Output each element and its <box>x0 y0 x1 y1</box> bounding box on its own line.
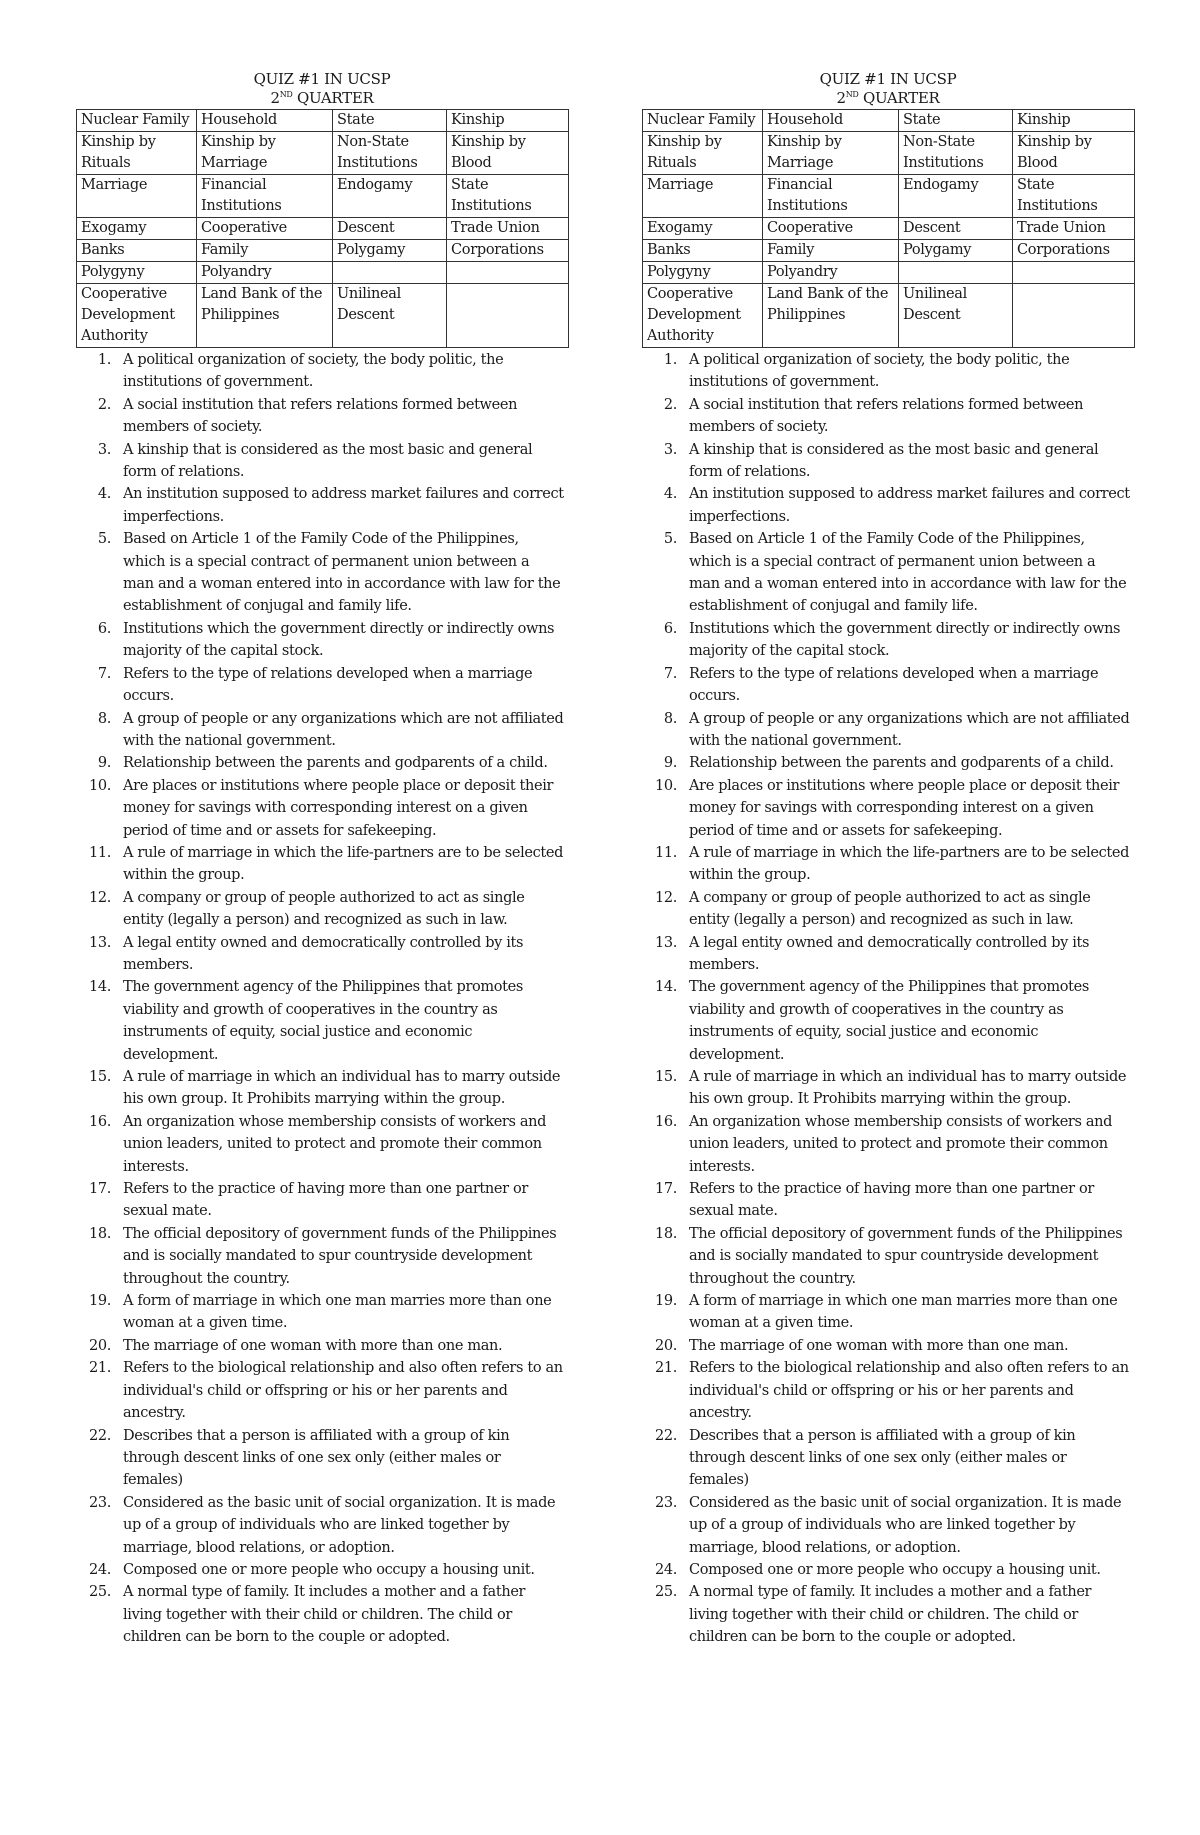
word-bank-term: Endogamy <box>899 175 1013 218</box>
question-text: A group of people or any organizations which are not affiliated with the national government. <box>123 710 564 749</box>
word-bank-term: State <box>899 110 1013 132</box>
word-bank-term: Land Bank of the Philippines <box>197 284 333 348</box>
word-bank-row <box>643 175 1135 218</box>
question-item <box>76 663 568 708</box>
word-bank-term: Marriage <box>643 175 763 218</box>
question-text: Composed one or more people who occupy a housing unit. <box>123 1561 535 1578</box>
question-text: A political organization of society, the body politic, the institutions of government. <box>123 352 504 391</box>
question-item <box>76 1111 568 1178</box>
question-number: 18. <box>88 1225 111 1242</box>
question-item <box>642 528 1134 618</box>
question-number: 16. <box>654 1113 677 1130</box>
question-text: Based on Article 1 of the Family Code of the Philippines, which is a special contract of permanent union between a man and a woman entered into in accordance with law for the establishment of conjugal and family life. <box>123 531 561 615</box>
question-number: 8. <box>97 710 111 727</box>
word-bank-row <box>77 132 569 175</box>
question-text: Relationship between the parents and godparents of a child. <box>689 755 1114 772</box>
question-item <box>642 1559 1134 1581</box>
question-number: 21. <box>88 1360 111 1377</box>
quiz-title <box>76 70 568 108</box>
question-text: A group of people or any organizations which are not affiliated with the national government. <box>689 710 1130 749</box>
question-text: Refers to the biological relationship and also often refers to an individual's child or offspring or his or her parents and ancestry. <box>123 1360 563 1422</box>
question-item <box>642 1223 1134 1290</box>
question-text: The marriage of one woman with more than one man. <box>123 1337 503 1354</box>
question-text: Are places or institutions where people place or deposit their money for savings with corresponding interest on a given period of time and or assets for safekeeping. <box>689 777 1120 839</box>
quiz-copy-left <box>76 70 568 1649</box>
question-number: 18. <box>654 1225 677 1242</box>
word-bank-term: Kinship by Blood <box>1013 132 1135 175</box>
question-item <box>642 663 1134 708</box>
question-text: A rule of marriage in which an individual has to marry outside his own group. It Prohibits marrying within the group. <box>689 1069 1127 1108</box>
question-number: 24. <box>654 1561 677 1578</box>
question-item <box>76 1223 568 1290</box>
question-text: An institution supposed to address market failures and correct imperfections. <box>689 486 1130 525</box>
question-number: 5. <box>97 531 111 548</box>
question-number: 3. <box>663 441 677 458</box>
question-number: 25. <box>88 1584 111 1601</box>
word-bank-row <box>77 240 569 262</box>
question-number: 10. <box>654 777 677 794</box>
question-number: 19. <box>88 1293 111 1310</box>
question-number: 22. <box>654 1427 677 1444</box>
question-item <box>76 708 568 753</box>
question-text: The official depository of government funds of the Philippines and is socially mandated to spur countryside development throughout the country. <box>123 1225 557 1287</box>
word-bank-term: Polyandry <box>197 262 333 284</box>
word-bank-table <box>76 109 569 348</box>
word-bank-term <box>447 262 569 284</box>
question-number: 25. <box>654 1584 677 1601</box>
question-text: A social institution that refers relations formed between members of society. <box>689 396 1084 436</box>
word-bank-term <box>447 284 569 348</box>
word-bank-term: Banks <box>643 240 763 262</box>
question-number: 16. <box>88 1113 111 1130</box>
word-bank-term: Kinship by Marriage <box>197 132 333 175</box>
question-number: 22. <box>88 1427 111 1444</box>
word-bank-term: Polygyny <box>643 262 763 284</box>
question-item <box>76 775 568 842</box>
question-number: 10. <box>88 777 111 794</box>
word-bank-term: Kinship by Rituals <box>77 132 197 175</box>
question-item <box>76 1290 568 1335</box>
question-item <box>76 1335 568 1357</box>
question-item <box>76 483 568 528</box>
question-text: Relationship between the parents and godparents of a child. <box>123 755 548 772</box>
word-bank-term: Exogamy <box>643 218 763 240</box>
question-text: The official depository of government funds of the Philippines and is socially mandated to spur countryside development throughout the country. <box>689 1225 1123 1287</box>
question-text: An organization whose membership consists of workers and union leaders, united to protect and promote their common interests. <box>123 1113 547 1175</box>
question-item <box>642 483 1134 528</box>
word-bank-term: Marriage <box>77 175 197 218</box>
question-number: 17. <box>88 1181 111 1198</box>
question-item <box>76 439 568 484</box>
question-text: Refers to the practice of having more than one partner or sexual mate. <box>689 1181 1094 1220</box>
word-bank-term: Nuclear Family <box>77 110 197 132</box>
word-bank-row <box>77 175 569 218</box>
question-item <box>76 528 568 618</box>
question-number: 2. <box>663 396 677 413</box>
word-bank-term: Nuclear Family <box>643 110 763 132</box>
question-item <box>76 932 568 977</box>
word-bank-term: Cooperative Development Authority <box>643 284 763 348</box>
word-bank-term <box>1013 262 1135 284</box>
quiz-title-line1: QUIZ #1 IN UCSP <box>819 70 957 88</box>
question-text: A company or group of people authorized to act as single entity (legally a person) and recognized as such in law. <box>123 889 525 929</box>
word-bank-term: Unilineal Descent <box>899 284 1013 348</box>
word-bank-term: Financial Institutions <box>197 175 333 218</box>
question-item <box>76 752 568 774</box>
question-number: 14. <box>88 979 111 996</box>
word-bank-term: State Institutions <box>447 175 569 218</box>
question-number: 15. <box>654 1069 677 1085</box>
question-item <box>76 349 568 394</box>
word-bank-term: Polyandry <box>763 262 899 284</box>
question-number: 14. <box>654 979 677 996</box>
word-bank-term <box>1013 284 1135 348</box>
question-item <box>642 394 1134 439</box>
word-bank-term: Cooperative Development Authority <box>77 284 197 348</box>
question-number: 15. <box>88 1069 111 1085</box>
question-text: Refers to the biological relationship and also often refers to an individual's child or offspring or his or her parents and ancestry. <box>689 1360 1129 1422</box>
quiz-title-line1: QUIZ #1 IN UCSP <box>253 70 391 88</box>
word-bank-row <box>643 110 1135 132</box>
word-bank-row <box>77 262 569 284</box>
question-text: A political organization of society, the body politic, the institutions of government. <box>689 352 1070 391</box>
question-list <box>642 349 1134 1649</box>
question-item <box>642 1425 1134 1492</box>
question-number: 12. <box>88 889 111 906</box>
question-number: 6. <box>663 620 677 637</box>
question-text: Describes that a person is affiliated with a group of kin through descent links of one sex only (either males or females) <box>689 1427 1076 1489</box>
question-number: 21. <box>654 1360 677 1377</box>
question-number: 11. <box>654 844 677 861</box>
question-item <box>76 394 568 439</box>
word-bank-term: Non-State Institutions <box>333 132 447 175</box>
question-number: 6. <box>97 620 111 637</box>
question-text: A company or group of people authorized to act as single entity (legally a person) and recognized as such in law. <box>689 889 1091 929</box>
word-bank-term: Financial Institutions <box>763 175 899 218</box>
quarter-number: 2 <box>836 89 846 107</box>
question-number: 12. <box>654 889 677 906</box>
question-text: A normal type of family. It includes a mother and a father living together with their child or children. The child or children can be born to the couple or adopted. <box>123 1584 526 1646</box>
question-number: 23. <box>654 1494 677 1511</box>
quiz-title-line2 <box>76 89 568 108</box>
quiz-title <box>642 70 1134 108</box>
word-bank-term: State <box>333 110 447 132</box>
word-bank-term: Family <box>197 240 333 262</box>
question-item <box>76 1581 568 1648</box>
word-bank-row <box>77 110 569 132</box>
word-bank-term: Household <box>763 110 899 132</box>
question-item <box>76 1066 568 1111</box>
word-bank-row <box>643 218 1135 240</box>
quarter-label: QUARTER <box>858 89 940 107</box>
question-text: A social institution that refers relations formed between members of society. <box>123 396 518 436</box>
word-bank-term: Corporations <box>1013 240 1135 262</box>
word-bank-term: Land Bank of the Philippines <box>763 284 899 348</box>
question-text: A normal type of family. It includes a mother and a father living together with their child or children. The child or children can be born to the couple or adopted. <box>689 1584 1092 1646</box>
word-bank-term: Non-State Institutions <box>899 132 1013 175</box>
question-item <box>642 1290 1134 1335</box>
question-item <box>76 1425 568 1492</box>
word-bank-row <box>77 218 569 240</box>
question-number: 24. <box>88 1561 111 1578</box>
word-bank-term <box>899 262 1013 284</box>
question-item <box>642 842 1134 887</box>
word-bank-table <box>642 109 1135 348</box>
quarter-number: 2 <box>270 89 280 107</box>
question-text: Composed one or more people who occupy a housing unit. <box>689 1561 1101 1578</box>
question-number: 5. <box>663 531 677 548</box>
question-item <box>642 1178 1134 1223</box>
question-number: 4. <box>97 486 111 503</box>
question-text: The government agency of the Philippines that promotes viability and growth of cooperatives in the country as instruments of equity, social justice and economic development. <box>689 979 1089 1063</box>
quarter-suffix: ND <box>279 90 293 99</box>
word-bank-term: Banks <box>77 240 197 262</box>
question-text: Refers to the type of relations developed when a marriage occurs. <box>689 665 1099 705</box>
quiz-title-line2 <box>642 89 1134 108</box>
question-item <box>76 618 568 663</box>
question-text: A rule of marriage in which the life-partners are to be selected within the group. <box>689 844 1130 884</box>
quarter-suffix: ND <box>845 90 859 99</box>
question-number: 17. <box>654 1181 677 1198</box>
word-bank-term: Kinship by Blood <box>447 132 569 175</box>
question-text: Considered as the basic unit of social organization. It is made up of a group of individuals who are linked together by marriage, blood relations, or adoption. <box>689 1494 1122 1556</box>
question-text: Institutions which the government directly or indirectly owns majority of the capital stock. <box>689 620 1121 660</box>
word-bank-term: Exogamy <box>77 218 197 240</box>
word-bank-term: Polygyny <box>77 262 197 284</box>
question-item <box>642 1335 1134 1357</box>
question-item <box>642 1066 1134 1111</box>
question-item <box>642 932 1134 977</box>
word-bank-term: Kinship <box>447 110 569 132</box>
question-number: 4. <box>663 486 677 503</box>
word-bank-term: Corporations <box>447 240 569 262</box>
question-item <box>76 1178 568 1223</box>
question-text: Describes that a person is affiliated with a group of kin through descent links of one sex only (either males or females) <box>123 1427 510 1489</box>
question-item <box>642 887 1134 932</box>
question-item <box>642 349 1134 394</box>
question-item <box>642 775 1134 842</box>
question-number: 23. <box>88 1494 111 1511</box>
question-item <box>642 708 1134 753</box>
question-text: A legal entity owned and democratically controlled by its members. <box>689 934 1090 973</box>
question-text: A legal entity owned and democratically controlled by its members. <box>123 934 524 973</box>
question-number: 9. <box>97 755 111 772</box>
question-number: 9. <box>663 755 677 772</box>
word-bank-term: Endogamy <box>333 175 447 218</box>
question-item <box>642 1111 1134 1178</box>
question-number: 7. <box>97 665 111 682</box>
question-number: 1. <box>97 352 111 368</box>
question-number: 20. <box>88 1337 111 1354</box>
question-item <box>642 1357 1134 1424</box>
question-text: An institution supposed to address market failures and correct imperfections. <box>123 486 564 525</box>
word-bank-term: Unilineal Descent <box>333 284 447 348</box>
word-bank-term: Trade Union <box>1013 218 1135 240</box>
word-bank-term: Family <box>763 240 899 262</box>
question-number: 2. <box>97 396 111 413</box>
question-list <box>76 349 568 1649</box>
question-text: The government agency of the Philippines that promotes viability and growth of cooperatives in the country as instruments of equity, social justice and economic development. <box>123 979 523 1063</box>
word-bank-term: Household <box>197 110 333 132</box>
question-item <box>76 887 568 932</box>
question-text: A rule of marriage in which an individual has to marry outside his own group. It Prohibits marrying within the group. <box>123 1069 561 1108</box>
word-bank-term: Descent <box>333 218 447 240</box>
word-bank-term: Cooperative <box>197 218 333 240</box>
word-bank-term: Kinship by Rituals <box>643 132 763 175</box>
question-text: Refers to the type of relations developed when a marriage occurs. <box>123 665 533 705</box>
question-item <box>642 618 1134 663</box>
question-number: 1. <box>663 352 677 368</box>
question-item <box>642 752 1134 774</box>
word-bank-row <box>643 284 1135 348</box>
word-bank-term: Polygamy <box>333 240 447 262</box>
question-text: Based on Article 1 of the Family Code of the Philippines, which is a special contract of permanent union between a man and a woman entered into in accordance with law for the establishment of conjugal and family life. <box>689 531 1127 615</box>
question-text: A form of marriage in which one man marries more than one woman at a given time. <box>123 1293 552 1332</box>
question-item <box>76 976 568 1066</box>
word-bank-term: Cooperative <box>763 218 899 240</box>
question-number: 8. <box>663 710 677 727</box>
word-bank-row <box>643 132 1135 175</box>
question-item <box>642 1492 1134 1559</box>
question-number: 13. <box>654 934 677 951</box>
question-text: Are places or institutions where people place or deposit their money for savings with corresponding interest on a given period of time and or assets for safekeeping. <box>123 777 554 839</box>
question-number: 7. <box>663 665 677 682</box>
word-bank-term: Descent <box>899 218 1013 240</box>
question-item <box>642 439 1134 484</box>
question-item <box>642 976 1134 1066</box>
question-number: 3. <box>97 441 111 458</box>
word-bank-term: Trade Union <box>447 218 569 240</box>
question-text: The marriage of one woman with more than one man. <box>689 1337 1069 1354</box>
question-text: An organization whose membership consists of workers and union leaders, united to protect and promote their common interests. <box>689 1113 1113 1175</box>
word-bank-term <box>333 262 447 284</box>
question-text: Refers to the practice of having more than one partner or sexual mate. <box>123 1181 528 1220</box>
question-text: A kinship that is considered as the most basic and general form of relations. <box>123 441 533 481</box>
question-number: 11. <box>88 844 111 861</box>
question-item <box>76 1357 568 1424</box>
question-item <box>76 1559 568 1581</box>
word-bank-row <box>77 284 569 348</box>
word-bank-term: Polygamy <box>899 240 1013 262</box>
word-bank-term: State Institutions <box>1013 175 1135 218</box>
question-item <box>76 1492 568 1559</box>
question-number: 19. <box>654 1293 677 1310</box>
question-item <box>76 842 568 887</box>
question-item <box>642 1581 1134 1648</box>
quarter-label: QUARTER <box>292 89 374 107</box>
question-text: A kinship that is considered as the most basic and general form of relations. <box>689 441 1099 481</box>
question-text: Considered as the basic unit of social organization. It is made up of a group of individuals who are linked together by marriage, blood relations, or adoption. <box>123 1494 556 1556</box>
question-number: 13. <box>88 934 111 951</box>
word-bank-term: Kinship by Marriage <box>763 132 899 175</box>
question-number: 20. <box>654 1337 677 1354</box>
quiz-copy-right <box>642 70 1134 1649</box>
question-text: A rule of marriage in which the life-partners are to be selected within the group. <box>123 844 564 884</box>
question-text: A form of marriage in which one man marries more than one woman at a given time. <box>689 1293 1118 1332</box>
word-bank-row <box>643 262 1135 284</box>
word-bank-row <box>643 240 1135 262</box>
question-text: Institutions which the government directly or indirectly owns majority of the capital stock. <box>123 620 555 660</box>
word-bank-term: Kinship <box>1013 110 1135 132</box>
